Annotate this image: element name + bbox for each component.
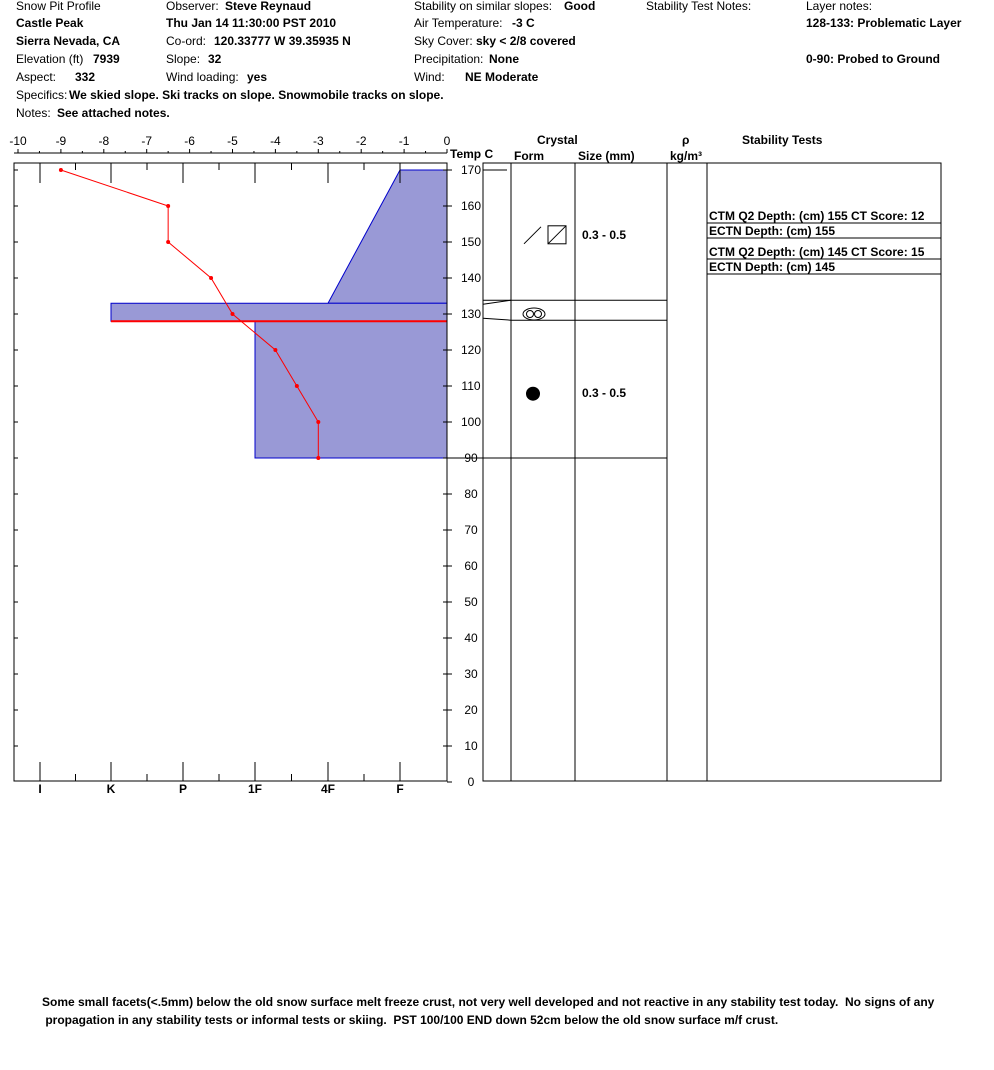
density-unit: kg/m³ [670, 149, 703, 163]
depth-tick-label: 80 [464, 487, 478, 501]
stability-similar-value: Good [564, 0, 596, 13]
elevation-label: Elevation (ft) [16, 52, 84, 66]
temp-tick-label: -10 [9, 134, 27, 148]
temp-point [231, 312, 235, 316]
layer-note: 128-133: Problematic Layer [806, 16, 962, 30]
temp-tick-label: -6 [184, 134, 195, 148]
air-temp-label: Air Temperature: [414, 16, 503, 30]
hardness-label: K [106, 782, 116, 796]
notes-value: See attached notes. [57, 106, 170, 120]
layer-boundary-connector [483, 300, 511, 304]
specifics-label: Specifics: [16, 88, 68, 102]
temp-tick-label: -3 [312, 134, 324, 148]
hardness-layer [111, 303, 447, 321]
crust-left-ring-icon [527, 311, 534, 318]
layer-notes-label: Layer notes: [806, 0, 873, 13]
hardness-profile [111, 170, 447, 458]
sky-cover-value: sky < 2/8 covered [476, 34, 576, 48]
depth-tick-label: 20 [464, 703, 478, 717]
temp-tick-label: -7 [141, 134, 153, 148]
notes-label: Notes: [16, 106, 51, 120]
stability-test-notes-label: Stability Test Notes: [646, 0, 752, 13]
temp-point [59, 168, 63, 172]
page-title: Snow Pit Profile [16, 0, 101, 13]
coord-label: Co-ord: [166, 34, 207, 48]
depth-tick-label: 40 [464, 631, 478, 645]
hardness-label: P [178, 782, 188, 796]
rounded-grain-dot-icon [526, 387, 540, 401]
wind-value: NE Moderate [465, 70, 539, 84]
temp-point [166, 204, 170, 208]
temp-point [295, 384, 299, 388]
temp-tick-label: -4 [270, 134, 281, 148]
observer-value: Steve Reynaud [225, 0, 312, 13]
layer-table [447, 163, 941, 781]
aspect-value: 332 [75, 70, 96, 84]
temp-tick-label: -2 [355, 134, 367, 148]
depth-tick-label: 50 [464, 595, 478, 609]
temp-tick-label: 0 [443, 134, 451, 148]
temp-point [166, 240, 170, 244]
hardness-layer [255, 321, 447, 458]
hardness-label: 1F [247, 782, 263, 796]
stability-test-result: ECTN Depth: (cm) 145 [709, 260, 836, 274]
specifics-value: We skied slope. Ski tracks on slope. Snowmobile tracks on slope. [69, 88, 444, 102]
size-header: Size (mm) [578, 149, 635, 163]
precipitation-value: None [489, 52, 519, 66]
aspect-label: Aspect: [16, 70, 57, 84]
hardness-label: F [396, 782, 404, 796]
depth-tick-label: 120 [460, 343, 482, 357]
depth-tick-label: 10 [464, 739, 478, 753]
temp-point [316, 420, 320, 424]
temp-tick-label: -8 [98, 134, 110, 148]
coord-value: 120.33777 W 39.35935 N [214, 34, 351, 48]
depth-tick-label: 160 [460, 199, 482, 213]
precip-particles-and-faceted-icon [524, 226, 566, 244]
depth-tick-label: 90 [464, 451, 478, 465]
temp-point [209, 276, 213, 280]
observation-date: Thu Jan 14 11:30:00 PST 2010 [166, 16, 337, 30]
depth-tick-label: 110 [461, 379, 481, 393]
rounded-grains-icon [526, 387, 540, 401]
depth-tick-label: 30 [464, 667, 478, 681]
stability-test-result: CTM Q2 Depth: (cm) 145 CT Score: 15 [709, 245, 925, 259]
temp-tick-label: -9 [55, 134, 67, 148]
layer-boundary-connector [483, 318, 511, 320]
hardness-label: 4F [320, 782, 336, 796]
region-name: Sierra Nevada, CA [16, 34, 121, 48]
depth-tick-label: 0 [467, 775, 475, 789]
temp-tick-label: -5 [227, 134, 238, 148]
grain-size-label: 0.3 - 0.5 [582, 227, 627, 242]
temp-axis-label: Temp C [450, 147, 494, 161]
crust-right-ring-icon [535, 311, 542, 318]
temp-tick-label: -1 [398, 134, 410, 148]
temp-point [273, 348, 277, 352]
air-temp-value: -3 C [512, 16, 535, 30]
depth-tick-label: 100 [460, 415, 482, 429]
slope-value: 32 [208, 52, 222, 66]
location-name: Castle Peak [16, 16, 84, 30]
grain-size-label: 0.3 - 0.5 [582, 386, 627, 401]
precipitation-label: Precipitation: [414, 52, 484, 66]
stability-test-result: ECTN Depth: (cm) 155 [709, 224, 836, 238]
density-header: ρ [682, 133, 690, 147]
observer-label: Observer: [166, 0, 219, 13]
depth-tick-label: 140 [460, 271, 482, 285]
wind-label: Wind: [414, 70, 445, 84]
hardness-label: I [38, 782, 42, 796]
melt-freeze-crust-icon [523, 308, 545, 320]
wind-loading-label: Wind loading: [166, 70, 239, 84]
depth-tick-label: 60 [464, 559, 478, 573]
depth-tick-label: 130 [460, 307, 482, 321]
wind-loading-value: yes [247, 70, 268, 84]
depth-tick-label: 170 [460, 163, 482, 177]
form-header: Form [514, 149, 544, 163]
stability-tests-header: Stability Tests [742, 133, 823, 147]
slope-label: Slope: [166, 52, 201, 66]
stability-similar-label: Stability on similar slopes: [414, 0, 553, 13]
depth-tick-label: 150 [460, 235, 482, 249]
footer-note: Some small facets(<.5mm) below the old snow surface melt freeze crust, not very well developed and not reactive in any stability test today. No signs of any propagation in any stability tests or informal tests or skiing. PST 100/100 END down 52cm below the old snow surface m/f crust. [42, 995, 935, 1027]
slash-icon [524, 227, 541, 244]
layer-note: 0-90: Probed to Ground [806, 52, 941, 66]
depth-tick-label: 70 [464, 523, 478, 537]
temp-point [316, 456, 320, 460]
hardness-layer [328, 170, 447, 303]
elevation-value: 7939 [93, 52, 120, 66]
square-diagonal-icon [548, 226, 566, 244]
crystal-header: Crystal [537, 133, 578, 147]
sky-cover-label: Sky Cover: [414, 34, 473, 48]
stability-test-result: CTM Q2 Depth: (cm) 155 CT Score: 12 [709, 209, 925, 223]
